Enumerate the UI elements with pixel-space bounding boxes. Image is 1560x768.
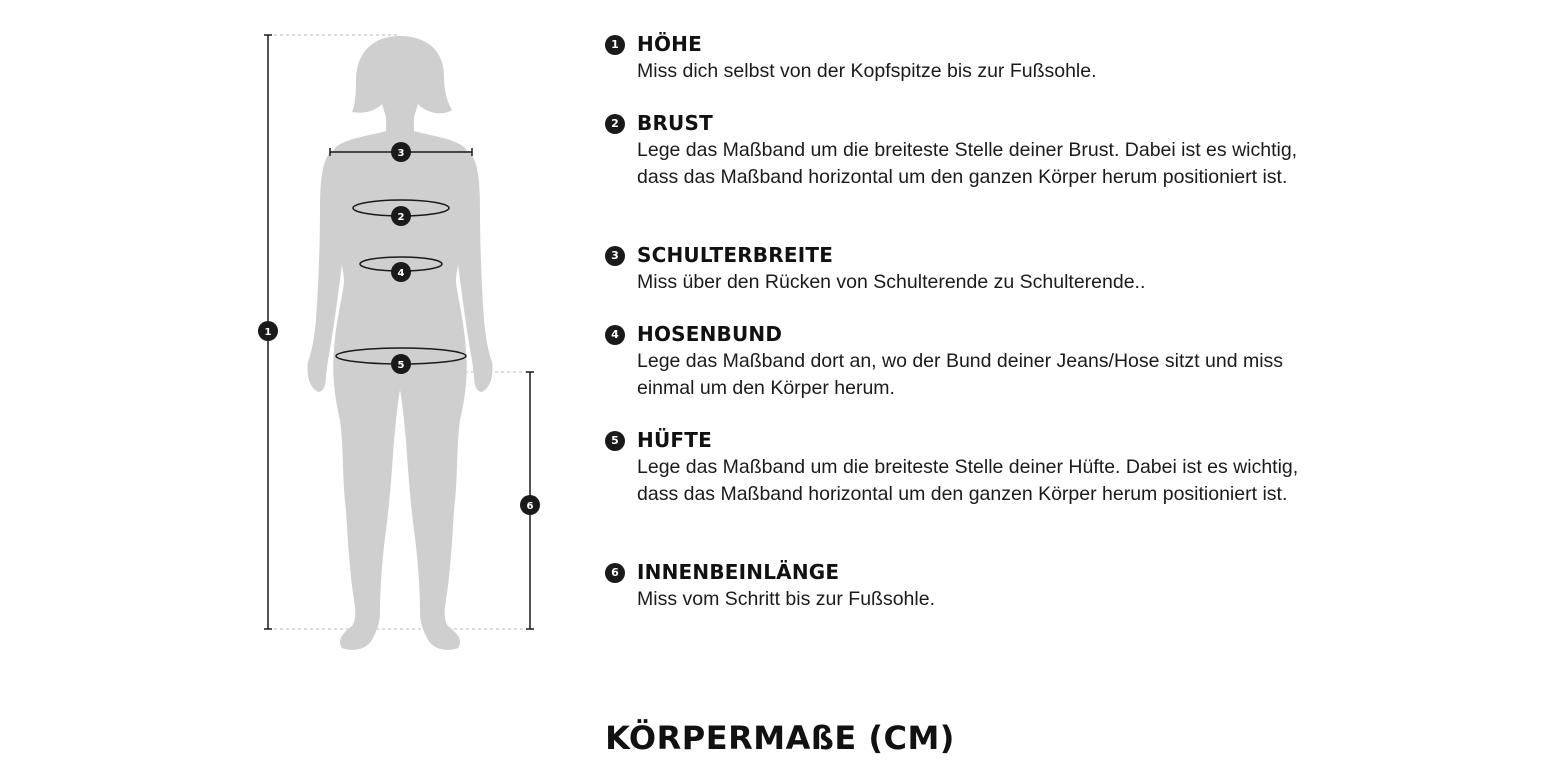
- measurement-title: BRUST: [637, 111, 713, 135]
- measurement-description: Lege das Maßband dort an, wo der Bund deiner Jeans/Hose sitzt und miss einmal um den Körper herum.: [637, 350, 1284, 399]
- svg-text:4: 4: [397, 268, 405, 279]
- measurement-heading: [605, 558, 1325, 586]
- measurement-heading: [605, 320, 1325, 348]
- body-silhouette-svg: [0, 0, 600, 680]
- measurement-description: Lege das Maßband um die breiteste Stelle deiner Hüfte. Dabei ist es wichtig, dass das Maßband horizontal um den ganzen Körper herum positioniert ist.: [637, 456, 1299, 505]
- figure-marker-5: [391, 354, 411, 374]
- page-title: KÖRPERMAßE (CM): [605, 719, 955, 757]
- measurement-description: Miss dich selbst von der Kopfspitze bis zur Fußsohle.: [637, 60, 1097, 82]
- measurement-item-inseam: [605, 558, 1325, 613]
- measurement-title: SCHULTERBREITE: [637, 243, 834, 267]
- svg-text:1: 1: [264, 327, 272, 338]
- figure-marker-1: [258, 321, 278, 341]
- measurement-item-chest: [605, 109, 1325, 190]
- number-badge: 1: [605, 35, 625, 55]
- measurement-description: Lege das Maßband um die breiteste Stelle deiner Brust. Dabei ist es wichtig, dass das Maßband horizontal um den ganzen Körper herum positioniert ist.: [637, 139, 1298, 188]
- measurement-title: HÖHE: [637, 32, 702, 56]
- figure-marker-2: [391, 206, 411, 226]
- figure-marker-6: [520, 495, 540, 515]
- body-measurement-figure: [0, 0, 600, 680]
- measurement-heading: [605, 30, 1325, 58]
- measurement-title: HOSENBUND: [637, 322, 783, 346]
- measurement-title: HÜFTE: [637, 428, 712, 452]
- svg-text:3: 3: [397, 148, 405, 159]
- measurement-item-height: [605, 30, 1325, 85]
- number-badge: 2: [605, 114, 625, 134]
- number-badge: 6: [605, 563, 625, 583]
- measurement-item-hip: [605, 426, 1325, 507]
- number-badge: 5: [605, 431, 625, 451]
- measurement-heading: [605, 109, 1325, 137]
- measurement-heading: [605, 241, 1325, 269]
- measurement-title: INNENBEINLÄNGE: [637, 560, 840, 584]
- measurement-item-shoulder-width: [605, 241, 1325, 296]
- measurement-heading: [605, 426, 1325, 454]
- figure-marker-3: [391, 142, 411, 162]
- number-badge: 4: [605, 325, 625, 345]
- svg-text:6: 6: [526, 501, 534, 512]
- svg-text:5: 5: [397, 360, 405, 371]
- female-silhouette: [307, 36, 492, 650]
- measurement-item-waistband: [605, 320, 1325, 401]
- svg-text:2: 2: [397, 212, 405, 223]
- number-badge: 3: [605, 246, 625, 266]
- measurement-description: Miss über den Rücken von Schulterende zu Schulterende..: [637, 271, 1146, 293]
- figure-marker-4: [391, 262, 411, 282]
- measurement-description: Miss vom Schritt bis zur Fußsohle.: [637, 588, 935, 610]
